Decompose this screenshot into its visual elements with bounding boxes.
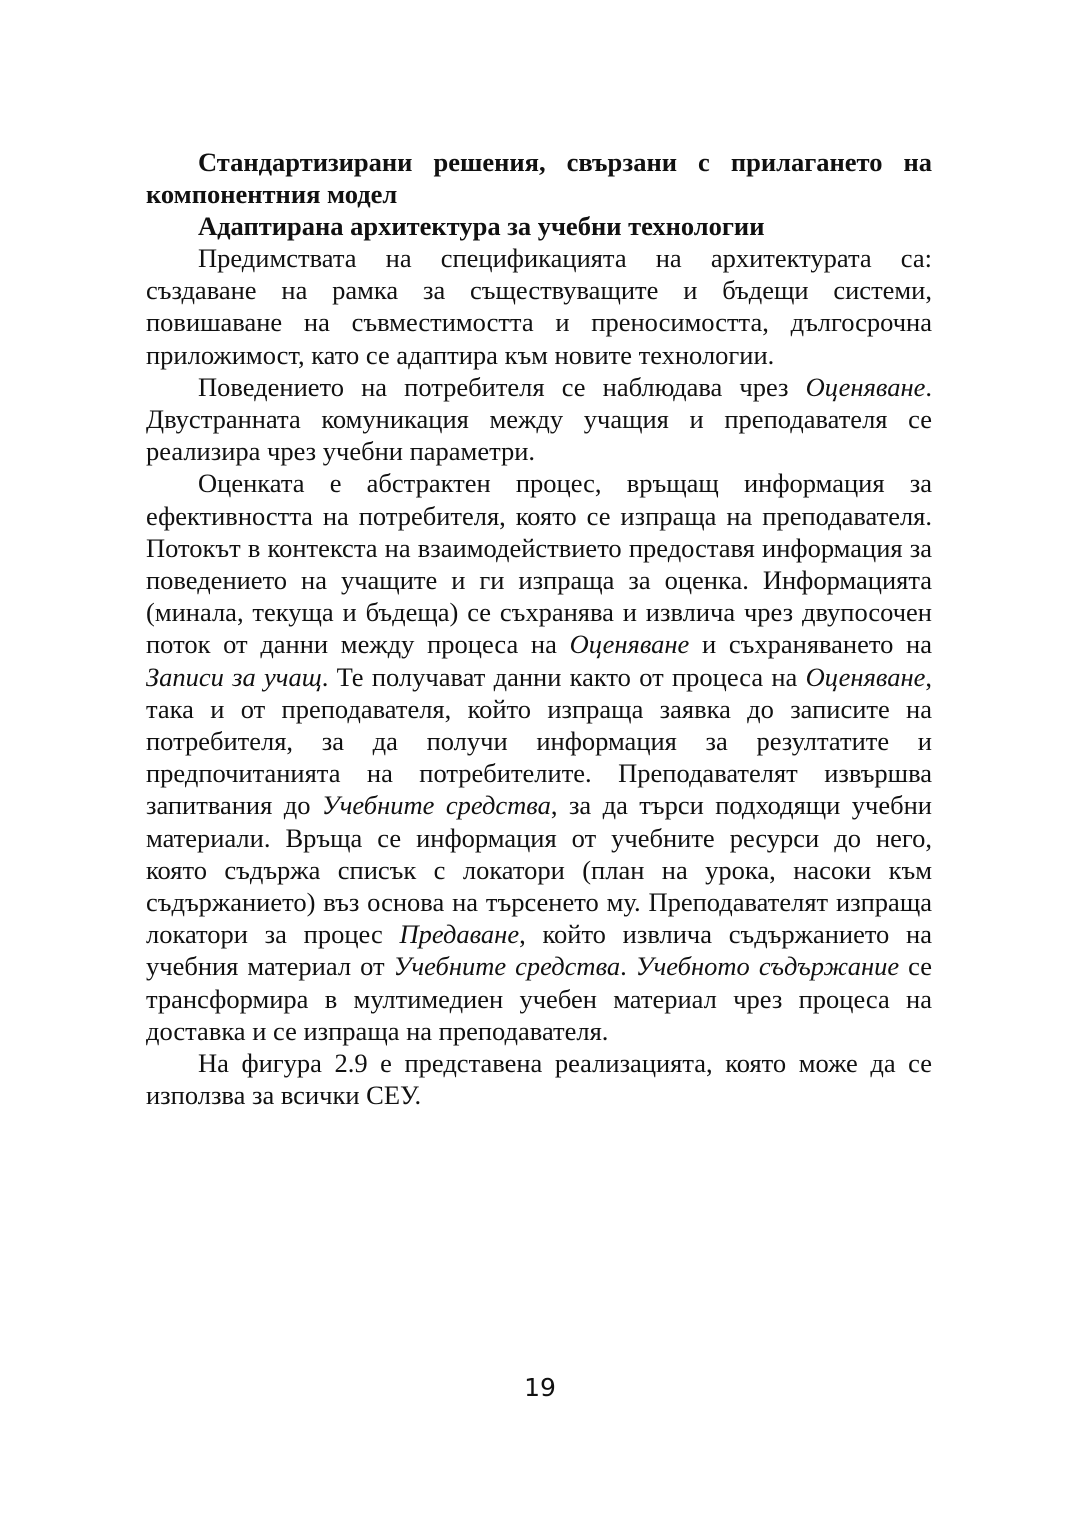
paragraph-text: . Те получават данни както от процеса на xyxy=(321,661,806,692)
paragraph-assessment-process xyxy=(146,467,932,1047)
subsection-heading: Адаптирана архитектура за учебни технологии xyxy=(198,211,765,241)
italic-term: Оценяване xyxy=(569,629,690,660)
paragraph-user-behavior xyxy=(146,371,932,468)
paragraph-text: , който извлича съдържанието на учебния материал от xyxy=(146,919,932,982)
paragraph-text: Предимствата на спецификацията на архитектурата са: създаване на рамка за съществуващите и бъдещи системи, повишаване на съвместимостта и преносимостта, дългосрочна приложимост, като се адаптира към новите технологии. xyxy=(146,243,932,370)
paragraph-text: , за да търси подходящи учебни материали. Връща се информация от учебните ресурси до него, която съдържа списък с локатори (план на урока, насоки към съдържанието) въз основа на търсенето му. Преподавателят изпраща локатори за процес xyxy=(146,790,932,950)
paragraph-advantages xyxy=(146,242,932,371)
italic-term: Записи за учащ xyxy=(146,661,322,692)
italic-term: Учебните средства xyxy=(393,951,621,982)
paragraph-text: Поведението на потребителя се наблюдава чрез xyxy=(198,371,806,402)
paragraph-text: . xyxy=(620,951,636,982)
paragraph-text: се трансформира в мултимедиен учебен материал чрез процеса на доставка и се изпраща на преподавателя. xyxy=(146,951,932,1046)
italic-term: Оценяване xyxy=(805,661,926,692)
paragraph-text: и съхраняването на xyxy=(689,629,932,660)
page-number: 19 xyxy=(524,1373,556,1402)
paragraph-text: На фигура 2.9 е представена реализацията, която може да се използва за всички СЕУ. xyxy=(146,1048,932,1111)
italic-term: Учебното съдържание xyxy=(635,951,900,982)
paragraph-figure-reference xyxy=(146,1047,932,1111)
italic-term: Оценяване xyxy=(805,371,926,402)
italic-term: Предаване xyxy=(399,919,520,950)
paragraph-text: , така и от преподавателя, който изпраща заявка до записите на потребителя, за да получи информация за резултатите и предпочитанията на потребителите. Преподавателят извършва запитвания до xyxy=(146,661,932,821)
document-page xyxy=(146,146,932,1111)
paragraph-text: . Двустранната комуникация между учащия и преподавателя се реализира чрез учебни параметри. xyxy=(146,371,932,467)
paragraph-text: Оценката е абстрактен процес, връщащ информация за ефективността на потребителя, която се изпраща на преподавателя. Потокът в контекста на взаимодействието предоставя информация за поведението на учащите и ги изпраща за оценка. Информацията (минала, текуща и бъдеща) се съхранява и извлича чрез двупосочен поток от данни между процеса на xyxy=(146,468,932,660)
section-heading: Стандартизирани решения, свързани с прилагането на компонентния модел xyxy=(146,147,932,209)
italic-term: Учебните средства xyxy=(321,790,551,821)
